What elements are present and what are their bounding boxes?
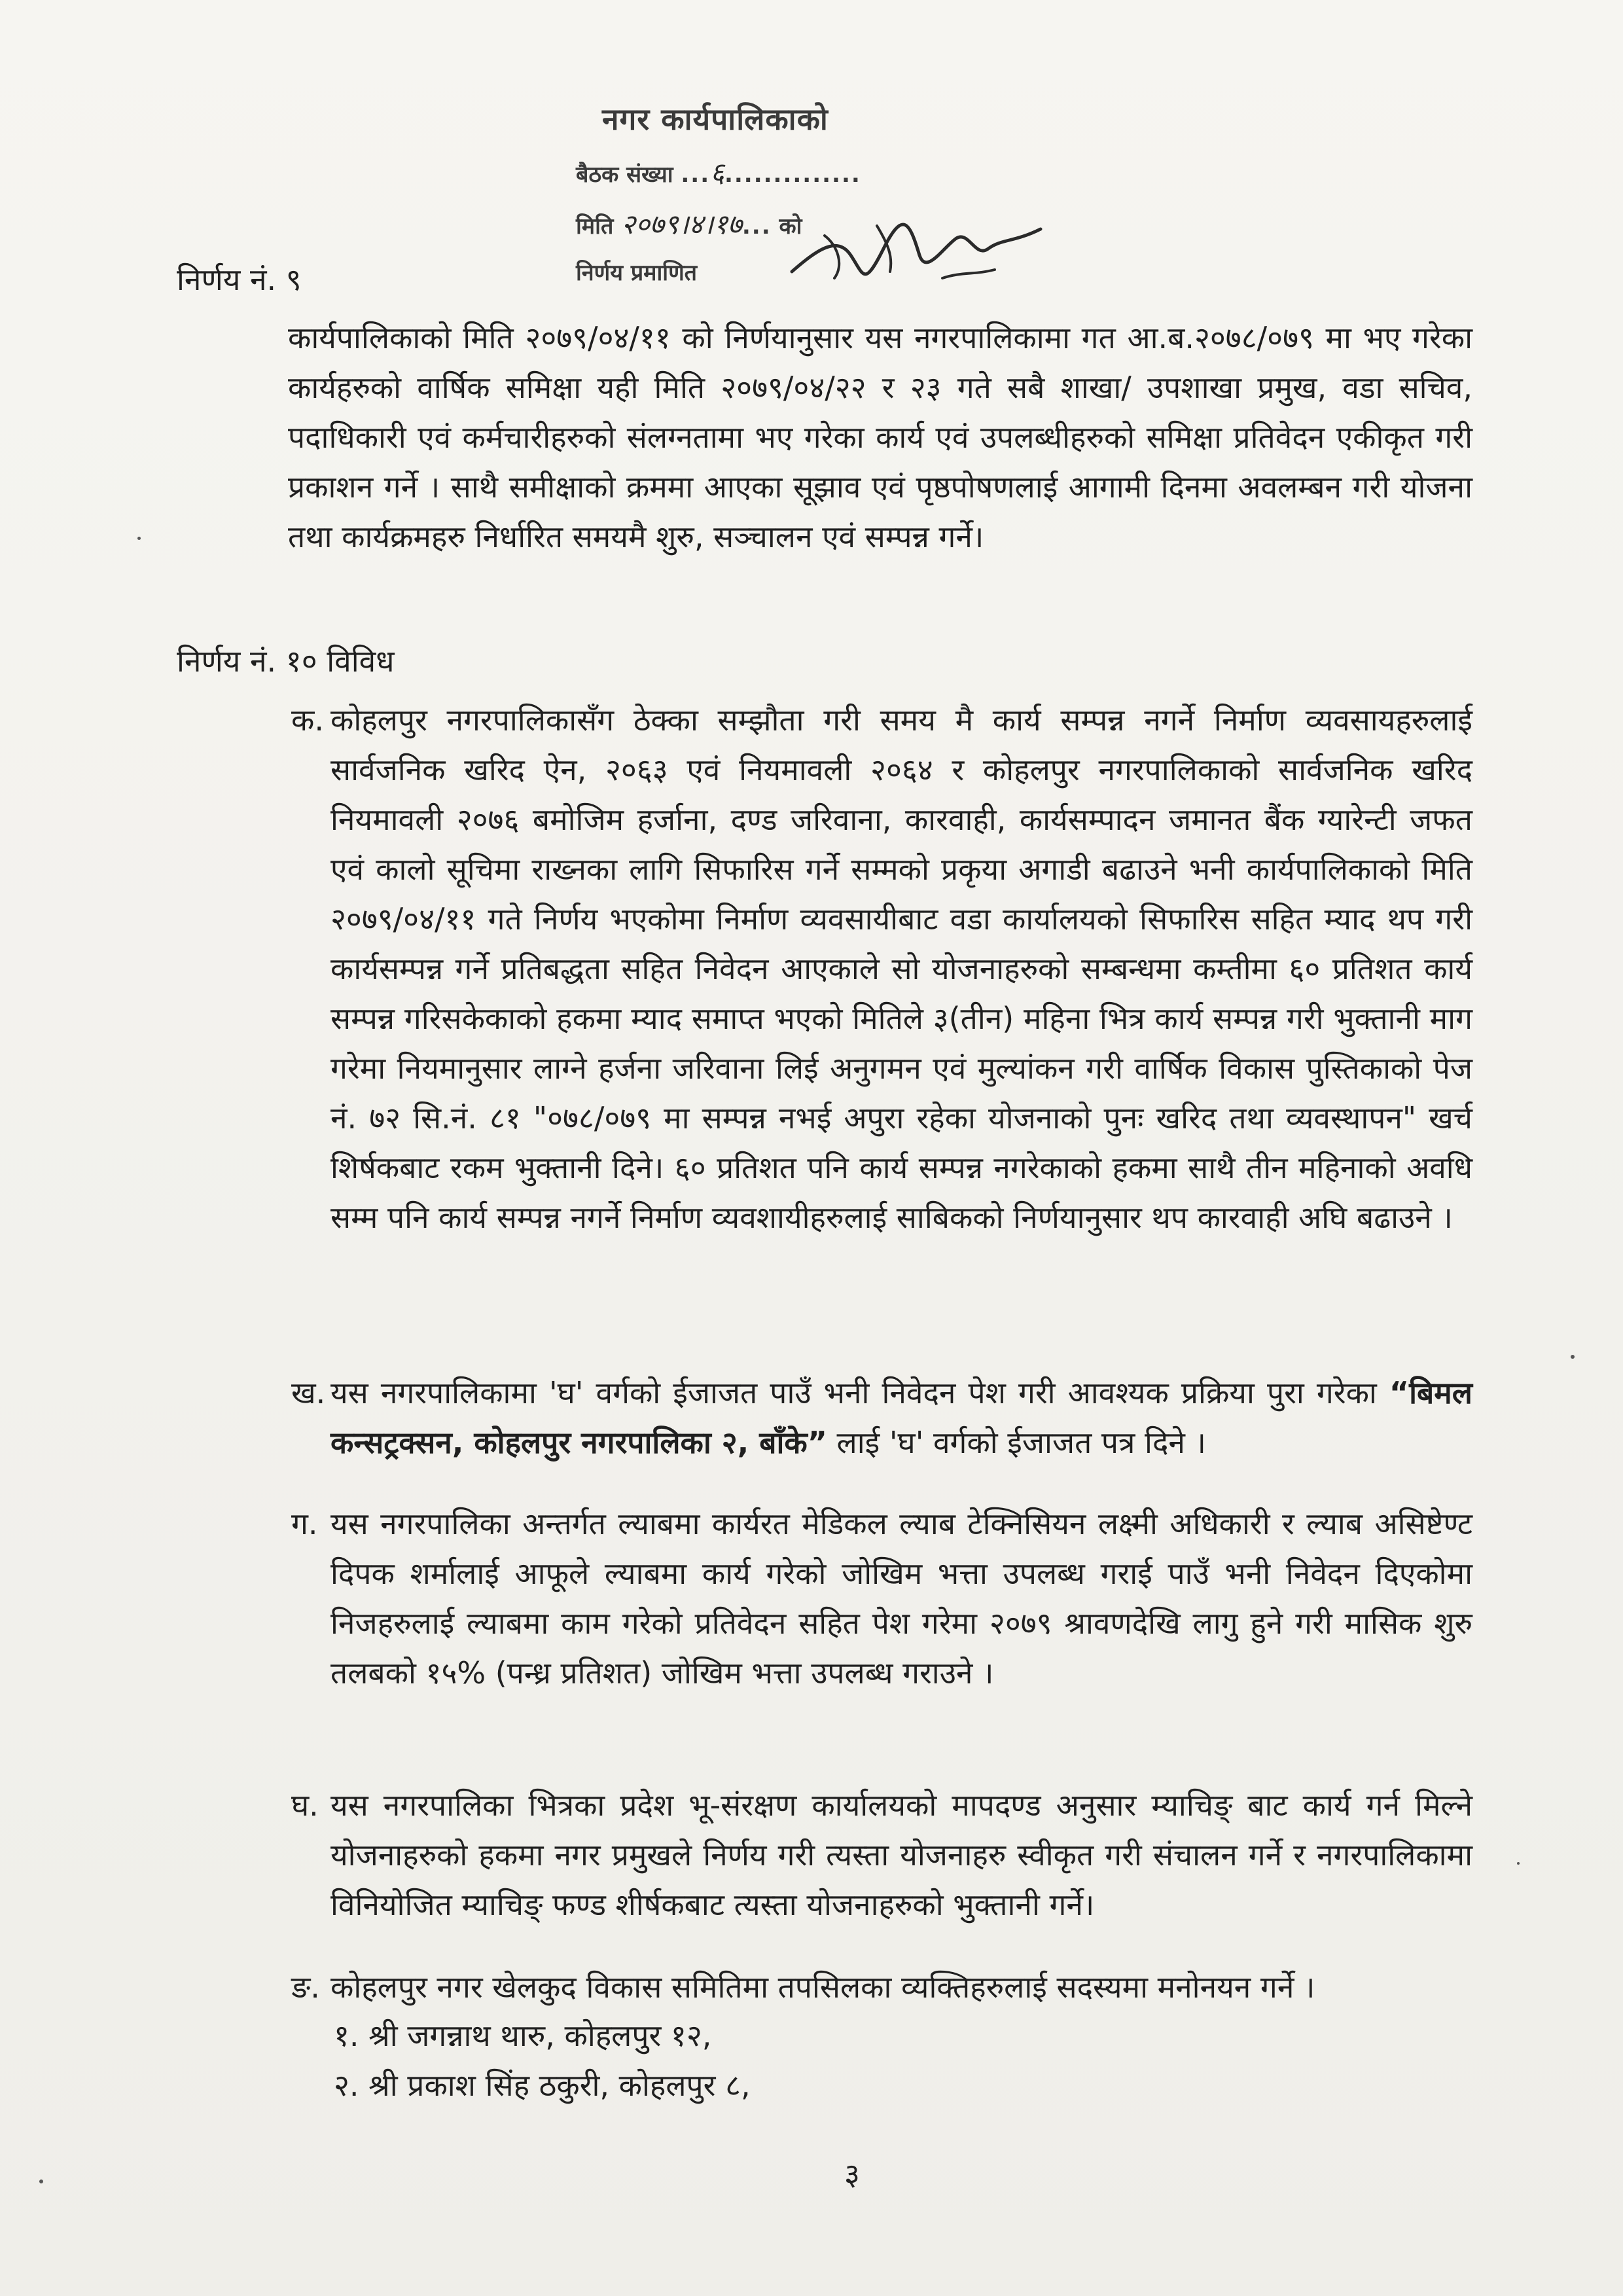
stamp-date-suffix: को xyxy=(779,213,802,240)
decision-10-item-gha xyxy=(291,1780,1473,1929)
item-marker: ङ. xyxy=(291,1969,320,2005)
stamp-date-label: मिति xyxy=(576,213,614,240)
stamp-title: नगर कार्यपालिकाको xyxy=(602,101,829,137)
item-text: कोहलपुर नगर खेलकुद विकास समितिमा तपसिलका व्यक्तिहरुलाई सदस्यमा मनोनयन गर्ने । xyxy=(330,1969,1315,2005)
scan-speck xyxy=(137,537,141,540)
item-marker: घ. xyxy=(291,1787,319,1823)
contractor-name: “बिमल कन्सट्रक्सन, कोहलपुर नगरपालिका २, बाँके” xyxy=(330,1375,1472,1460)
item-marker: ख. xyxy=(291,1375,326,1410)
stamp-certified-label: निर्णय प्रमाणित xyxy=(576,260,698,286)
stamp-date-value: २०७९।४।१७ xyxy=(621,208,742,240)
decision-10-item-kha xyxy=(291,1368,1472,1467)
item-text: यस नगरपालिका भित्रका प्रदेश भू-संरक्षण कार्यालयको मापदण्ड अनुसार म्याचिङ् बाट कार्य गर्न मिल्ने योजनाहरुको हकमा नगर प्रमुखले निर्णय गरी त्यस्ता योजनाहरु स्वीकृत गरी संचालन गर्ने र नगरपालिकामा विनियोजित म्याचिङ् फण्ड शीर्षकबाट त्यस्ता योजनाहरुको भुक्तानी गर्ने। xyxy=(330,1787,1473,1922)
member-1: १. श्री जगन्नाथ थारु, कोहलपुर १२, xyxy=(334,2018,712,2053)
decision-10-item-ga xyxy=(291,1499,1472,1698)
scan-speck xyxy=(1571,1355,1575,1359)
scan-speck xyxy=(1517,1862,1520,1865)
item-text-part-a: यस नगरपालिकामा 'घ' वर्गको ईजाजत पाउँ भनी निवेदन पेश गरी आवश्यक प्रक्रिया पुरा गरेका xyxy=(330,1375,1389,1410)
item-marker: क. xyxy=(291,702,324,738)
decision-10-item-nga xyxy=(291,1962,1472,2012)
decision-9-text: कार्यपालिकाको मिति २०७९/०४/११ को निर्णयानुसार यस नगरपालिकामा गत आ.ब.२०७८/०७९ मा भए गरेका कार्यहरुको वार्षिक समिक्षा यही मिति २०७९/०४/२२ र २३ गते सबै शाखा/ उपशाखा प्रमुख, वडा सचिव, पदाधिकारी एवं कर्मचारीहरुको संलग्नतामा भए गरेका कार्य एवं उपलब्धीहरुको समिक्षा प्रतिवेदन एकीकृत गरी प्रकाशन गर्ने । साथै समीक्षाको क्रममा आएका सूझाव एवं पृष्ठपोषणलाई आगामी दिनमा अवलम्बन गरी योजना तथा कार्यक्रमहरु निर्धारित समयमै शुरु, सञ्चालन एवं सम्पन्न गर्ने। xyxy=(288,320,1472,554)
handwritten-signature xyxy=(779,209,1054,295)
stamp-meeting-line: बैठक संख्या ...६.............. xyxy=(576,156,861,188)
item-text: कोहलपुर नगरपालिकासँग ठेक्का सम्झौता गरी समय मै कार्य सम्पन्न नगर्ने निर्माण व्यवसायहरुलाई सार्वजनिक खरिद ऐन, २०६३ एवं नियमावली २०६४ र कोहलपुर नगरपालिकाको सार्वजनिक खरिद नियमावली २०७६ बमोजिम हर्जाना, दण्ड जरिवाना, कारवाही, कार्यसम्पादन जमानत बैंक ग्यारेन्टी जफत एवं कालो सूचिमा राख्नका लागि सिफारिस गर्ने सम्मको प्रकृया अगाडी बढाउने भनी कार्यपालिकाको मिति २०७९/०४/११ गते निर्णय भएकोमा निर्माण व्यवसायीबाट वडा कार्यालयको सिफारिस सहित म्याद थप गरी कार्यसम्पन्न गर्ने प्रतिबद्धता सहित निवेदन आएकाले सो योजनाहरुको सम्बन्धमा कम्तीमा ६० प्रतिशत कार्य सम्पन्न गरिसकेकाको हकमा म्याद समाप्त भएको मितिले ३(तीन) महिना भित्र कार्य सम्पन्न गरी भुक्तानी माग गरेमा नियमानुसार लाग्ने हर्जना जरिवाना लिई अनुगमन एवं मुल्यांकन गरी वार्षिक विकास पुस्तिकाको पेज नं. ७२ सि.नं. ८१ "०७८/०७९ मा सम्पन्न नभई अपुरा रहेका योजनाको पुनः खरिद तथा व्यवस्थापन" खर्च शिर्षकबाट रकम भुक्तानी दिने। ६० प्रतिशत पनि कार्य सम्पन्न नगरेकाको हकमा साथै तीन महिनाको अवधि सम्म पनि कार्य सम्पन्न नगर्ने निर्माण व्यवशायीहरुलाई साबिकको निर्णयानुसार थप कारवाही अघि बढाउने । xyxy=(330,702,1472,1235)
item-text: यस नगरपालिका अन्तर्गत ल्याबमा कार्यरत मेडिकल ल्याब टेक्निसियन लक्ष्मी अधिकारी र ल्याब असिष्टेण्ट दिपक शर्मालाई आफूले ल्याबमा कार्य गरेको जोखिम भत्ता उपलब्ध गराई पाउँ भनी निवेदन दिएकोमा निजहरुलाई ल्याबमा काम गरेको प्रतिवेदन सहित पेश गरेमा २०७९ श्रावणदेखि लागु हुने गरी मासिक शुरु तलबको १५% (पन्ध्र प्रतिशत) जोखिम भत्ता उपलब्ध गराउने । xyxy=(330,1506,1472,1691)
decision-9-heading: निर्णय नं. ९ xyxy=(177,262,302,297)
page-number: ३ xyxy=(844,2157,860,2192)
stamp-meeting-value: ६ xyxy=(710,156,724,188)
decision-10-heading: निर्णय नं. १० विविध xyxy=(177,643,395,679)
decision-10-item-ka xyxy=(291,695,1472,1242)
item-marker: ग. xyxy=(291,1506,318,1541)
scan-speck xyxy=(39,2179,43,2183)
member-2: २. श्री प्रकाश सिंह ठकुरी, कोहलपुर ८, xyxy=(334,2068,751,2103)
item-text-part-b: लाई 'घ' वर्गको ईजाजत पत्र दिने । xyxy=(827,1425,1206,1460)
stamp-date-line: मिति २०७९।४।१७... को xyxy=(576,208,802,240)
stamp-meeting-label: बैठक संख्या xyxy=(576,162,673,188)
